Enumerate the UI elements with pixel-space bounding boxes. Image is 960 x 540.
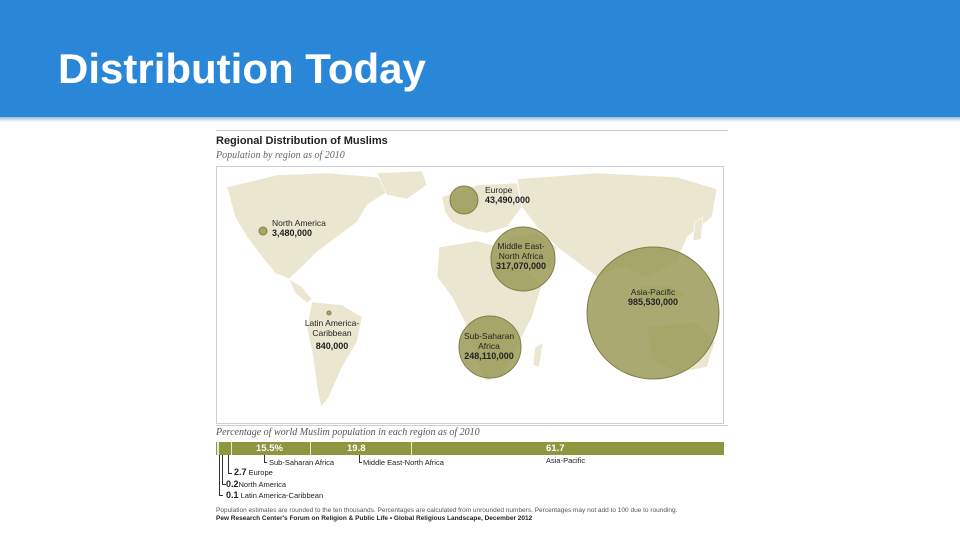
leader-line bbox=[359, 462, 362, 463]
bubble-europe bbox=[450, 186, 478, 214]
leader-line bbox=[222, 455, 223, 484]
divider bbox=[216, 130, 728, 131]
label-pct-mena: Middle East-North Africa bbox=[363, 458, 444, 467]
label-pct-latin-america: 0.1 Latin America-Caribbean bbox=[226, 490, 324, 500]
label-pct-north-america: 0.2North America bbox=[226, 479, 287, 489]
label-north-america: North America 3,480,000 bbox=[272, 218, 326, 238]
label-sub-saharan: Sub-Saharan Africa 248,110,000 bbox=[463, 331, 515, 361]
label-pct-asia-pacific: Asia-Pacific bbox=[546, 456, 586, 465]
bar-caption: Percentage of world Muslim population in each region as of 2010 bbox=[216, 427, 480, 438]
segment-mena bbox=[311, 442, 412, 455]
label-asia-pacific: Asia-Pacific 985,530,000 bbox=[627, 287, 679, 307]
label-pct-europe: 2.7 Europe bbox=[234, 467, 273, 477]
value-asia-pacific: 61.7 bbox=[546, 443, 565, 454]
label-mena: Middle East- North Africa 317,070,000 bbox=[495, 241, 547, 271]
bubble-north-america bbox=[259, 227, 267, 235]
leader-line bbox=[228, 473, 232, 474]
value-sub-saharan: 15.5% bbox=[256, 443, 283, 454]
bubble-latin-america bbox=[327, 311, 331, 315]
header-shadow bbox=[0, 117, 960, 122]
leader-line bbox=[219, 495, 223, 496]
label-europe: Europe 43,490,000 bbox=[485, 185, 531, 205]
source-line: Pew Research Center's Forum on Religion & Public Life • Global Religious Landscape, December 2012 bbox=[216, 515, 533, 522]
footnote: Population estimates are rounded to the ten thousands. Percentages are calculated from unrounded numbers. Percentages may not add to 100 due to rounding. bbox=[216, 507, 678, 514]
label-latin-america: Latin America- Caribbean 840,000 bbox=[304, 318, 360, 351]
figure-title: Regional Distribution of Muslims bbox=[216, 135, 388, 147]
slide-title: Distribution Today bbox=[58, 45, 426, 92]
world-map bbox=[216, 166, 724, 424]
segment-asia-pacific bbox=[412, 442, 724, 455]
leader-line bbox=[264, 462, 267, 463]
leader-line bbox=[228, 455, 229, 473]
figure-subtitle: Population by region as of 2010 bbox=[216, 150, 345, 161]
leader-line bbox=[219, 455, 220, 495]
leader-line bbox=[264, 455, 265, 462]
value-mena: 19.8 bbox=[347, 443, 366, 454]
bubble-asia-pacific bbox=[587, 247, 719, 379]
percentage-bar bbox=[216, 442, 724, 455]
divider bbox=[216, 425, 728, 426]
segment-sub-saharan bbox=[232, 442, 311, 455]
label-pct-sub-saharan: Sub-Saharan Africa bbox=[269, 458, 335, 467]
segment-europe bbox=[219, 442, 232, 455]
pew-figure bbox=[216, 130, 728, 528]
leader-line bbox=[359, 455, 360, 462]
